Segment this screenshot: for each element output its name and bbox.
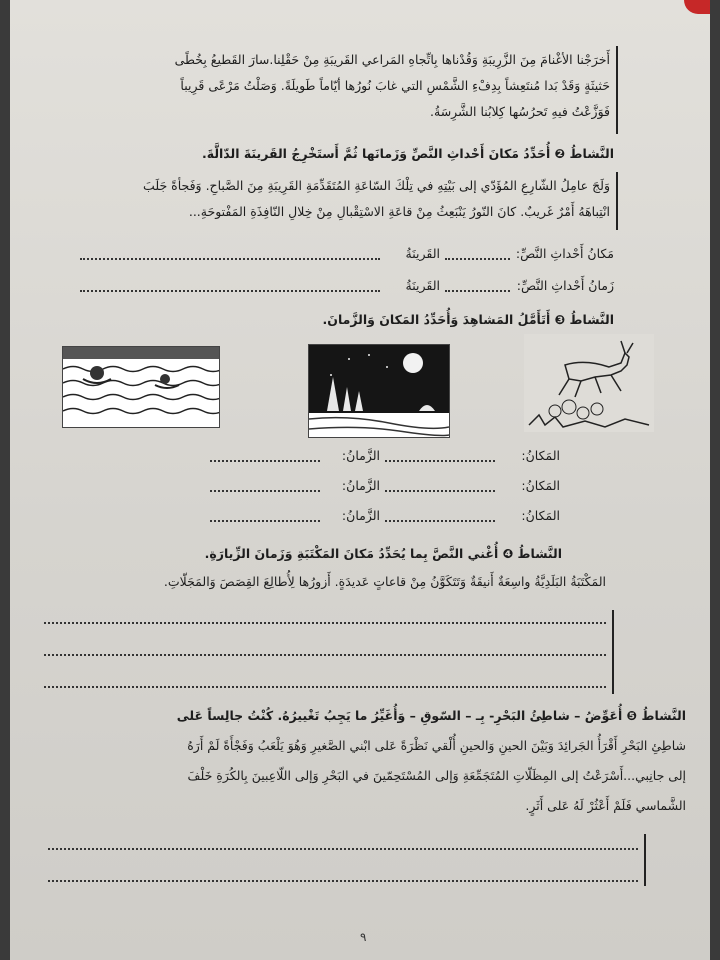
activity4-passage: المَكْتَبَةُ البَلَدِيَّةُ واسِعَةٌ أَنيقَةٌ وَتَتَكَوَّنُ مِنْ قاعاتٍ عَديدَةٍ. أَزورُها لِأُطالِعَ القِصَصَ وَالمَجَلّاتِ.: [163, 574, 606, 589]
passage1-line2: حَثيثَةٍ وَقَدْ بَدا مُنتَعِشاً بِدِفْءِ الشَّمْسِ التي غابَ نُورُها أيّاماً طَويلَةً. وَصَلْتُ مَرْعًى قَرِيباً: [180, 78, 610, 93]
activity2-place-clue-label: القَرينَةُ: [405, 246, 440, 261]
answer-bar: [612, 610, 614, 694]
activity5-answer-line-2[interactable]: [48, 880, 638, 882]
activity3-time-answer-2[interactable]: [210, 490, 320, 492]
activity2-place-label: مَكانُ أَحْداثِ النَّصِّ:: [515, 246, 614, 261]
page-corner-mark: [684, 0, 710, 14]
passage1-line3: فَوَزَّعْتُ فيهِ تَحرُسُها كِلابُنا الشَّرِسَةُ.: [430, 104, 610, 119]
activity5-passage-line1: شاطِئِ البَحْرِ أَقْرَأُ الجَرائِدَ وَبَيْنَ الحينِ وَالحينِ أُلْقي نَظْرَةً عَلى ابْني الصَّغيرِ وَهُوَ يَلْعَبُ وَفَجْأَةً لَمْ أَرَهُ: [187, 738, 686, 753]
activity4-answer-line-1[interactable]: [44, 622, 606, 624]
deer-picture: [524, 334, 654, 432]
activity2-place-clue-answer[interactable]: [80, 258, 380, 260]
activity2-time-clue-label: القَرينَةُ: [405, 278, 440, 293]
passage1-line1: أَخرَجْنا الأغْنامَ مِنَ الزَّرِيبَةِ وَقُدْناها بِاتِّجاهِ المَراعي القَريبَةِ مِنْ حَقْلِنا.سارَ القَطيعُ بِخُطًى: [174, 52, 610, 67]
activity3-place-label-1: المَكانُ:: [521, 448, 560, 463]
activity3-place-answer-2[interactable]: [385, 490, 495, 492]
passage-bar: [616, 46, 618, 134]
night-moon-icon: [309, 345, 449, 437]
activity5-answer-line-1[interactable]: [48, 848, 638, 850]
answer-bar: [644, 834, 646, 886]
page-number: ٩: [360, 930, 367, 944]
activity3-place-label-2: المَكانُ:: [521, 478, 560, 493]
worksheet-page: [10, 0, 710, 960]
activity4-title: النَّشاطُ ❹ أُغْني النَّصَّ بِما يُحَدِّدُ مَكانَ المَكْتَبَةِ وَزَمانَ الزِّيارَةِ.: [204, 546, 562, 561]
activity4-answer-line-2[interactable]: [44, 654, 606, 656]
activity2-time-clue-answer[interactable]: [80, 290, 380, 292]
swimmers-picture: [62, 346, 220, 428]
activity3-place-answer-3[interactable]: [385, 520, 495, 522]
night-picture: [308, 344, 450, 438]
activity3-time-label-1: الزَّمانُ:: [341, 448, 380, 463]
activity4-answer-line-3[interactable]: [44, 686, 606, 688]
activity5-passage-line2: إلى جانِبي...أَسْرَعْتُ إلى المِظَلّاتِ المُتَجَمِّعَةِ وَإلى المُسْتَحِمّينَ في البَحْرِ وَإلى اللّاعِبينَ بِالكُرَةِ خَلْفَ: [187, 768, 686, 783]
sea-swimmers-icon: [63, 347, 219, 427]
passage-bar: [616, 172, 618, 230]
activity5-passage-line3: الشَّماسي فَلَمْ أَعْثُرْ لَهُ عَلى أَثَرٍ.: [525, 798, 686, 813]
activity2-title: النَّشاطُ ❷ أُحَدِّدُ مَكانَ أَحْداثِ النَّصِّ وَزَمانَها ثُمَّ أَستَخْرِجُ القَرينَةَ الدّالَّةَ.: [201, 146, 614, 161]
activity2-passage-line1: وَلَجَ عامِلُ الشّارِعِ المُؤَدّي إلى بَيْتِهِ في تِلْكَ السّاعَةِ المُتَقَدِّمَةِ القَرِيبَةِ مِنَ الصَّباحِ. وَفَجأةً جَلَبَ: [143, 178, 610, 193]
activity5-title: النَّشاطُ ❺ أُعَوِّضُ – شاطِئُ البَحْرِ- بِـ – السّوقِ – وَأُغَيِّرُ ما يَجِبُ تَغْييرُهُ. كُنْتُ جالِساً عَلى: [176, 708, 686, 723]
activity3-time-label-3: الزَّمانُ:: [341, 508, 380, 523]
activity3-place-answer-1[interactable]: [385, 460, 495, 462]
activity3-title: النَّشاطُ ❸ أَتَأَمَّلُ المَشاهِدَ وَأُحَدِّدُ المَكانَ وَالزَّمانَ.: [322, 312, 614, 327]
activity3-time-label-2: الزَّمانُ:: [341, 478, 380, 493]
activity3-time-answer-3[interactable]: [210, 520, 320, 522]
activity2-place-answer[interactable]: [445, 258, 510, 260]
activity3-place-label-3: المَكانُ:: [521, 508, 560, 523]
activity2-passage-line2: انْتِباهَهُ أَمْرٌ غَريبٌ. كانَ النّورُ يَنْبَعِثُ مِنْ قاعَةِ الاسْتِقْبالِ مِنْ خِلالِ النّافِذَةِ المَفْتوحَةِ...: [188, 204, 610, 219]
deer-meadow-icon: [525, 335, 653, 431]
activity2-time-label: زَمانُ أَحْداثِ النَّصِّ:: [516, 278, 614, 293]
activity3-time-answer-1[interactable]: [210, 460, 320, 462]
activity2-time-answer[interactable]: [445, 290, 510, 292]
